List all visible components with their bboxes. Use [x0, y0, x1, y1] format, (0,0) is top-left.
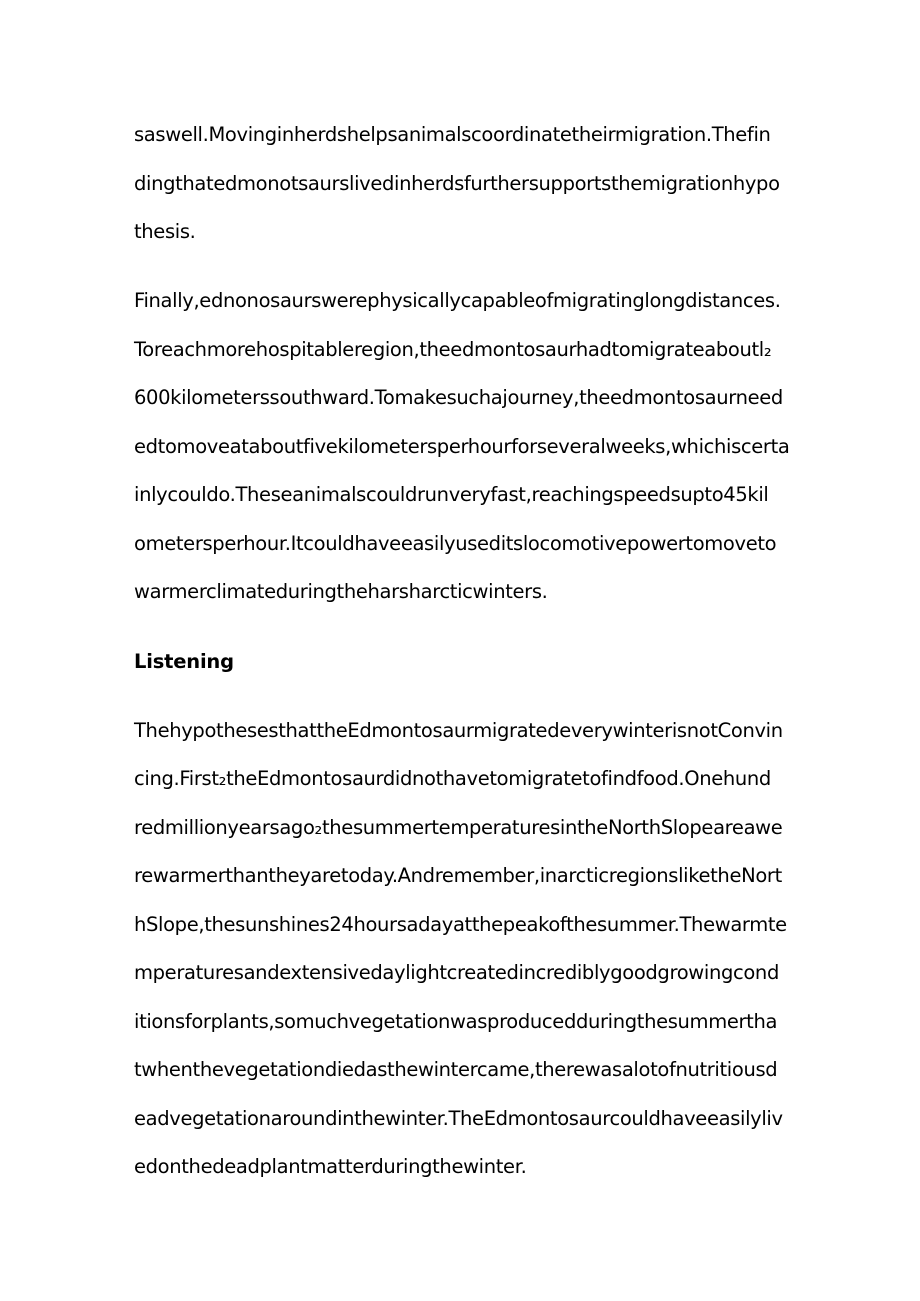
text-line: Toreachmorehospitableregion,theedmontosaurhadtomigrateaboutl₂ [134, 338, 772, 361]
text-line: hSlope,thesunshines24hoursadayatthepeakofthesummer.Thewarmte [134, 913, 787, 936]
text-line: Finally,ednonosaurswerephysicallycapableofmigratinglongdistances. [134, 289, 781, 312]
text-line: itionsforplants,somuchvegetationwasproducedduringthesummertha [134, 1010, 778, 1033]
text-line: thesis. [134, 220, 196, 243]
text-line: saswell.Movinginherdshelpsanimalscoordinatetheirmigration.Thefin [134, 123, 771, 146]
text-line: inlycouldo.Theseanimalscouldrunveryfast,reachingspeedsupto45kil [134, 483, 769, 506]
text-line: cing.First₂theEdmontosaurdidnothavetomigratetofindfood.Onehund [134, 767, 771, 790]
text-line: warmerclimateduringtheharsharcticwinters. [134, 580, 548, 603]
text-line: twhenthevegetationdiedasthewintercame,therewasalotofnutritiousd [134, 1058, 778, 1081]
section-heading-listening: Listening [134, 650, 234, 673]
text-line: edonthedeadplantmatterduringthewinter. [134, 1155, 527, 1178]
text-line: 600kilometerssouthward.Tomakesuchajourney,theedmontosaurneed [134, 386, 783, 409]
text-line: redmillionyearsago₂thesummertemperaturesintheNorthSlopeareawe [134, 816, 783, 839]
text-line: rewarmerthantheyaretoday.Andremember,inarcticregionsliketheNort [134, 864, 782, 887]
text-line: edtomoveataboutfivekilometersperhourforseveralweeks,whichiscerta [134, 435, 790, 458]
text-line: eadvegetationaroundinthewinter.TheEdmontosaurcouldhaveeasilyliv [134, 1107, 783, 1130]
text-line: ometersperhour.Itcouldhaveeasilyuseditslocomotivepowertomoveto [134, 532, 777, 555]
text-line: dingthatedmonotsaurslivedinherdsfurthersupportsthemigrationhypo [134, 172, 780, 195]
text-line: ThehypothesesthattheEdmontosaurmigratedeverywinterisnotConvin [134, 719, 783, 742]
text-line: mperaturesandextensivedaylightcreatedincrediblygoodgrowingcond [134, 961, 779, 984]
